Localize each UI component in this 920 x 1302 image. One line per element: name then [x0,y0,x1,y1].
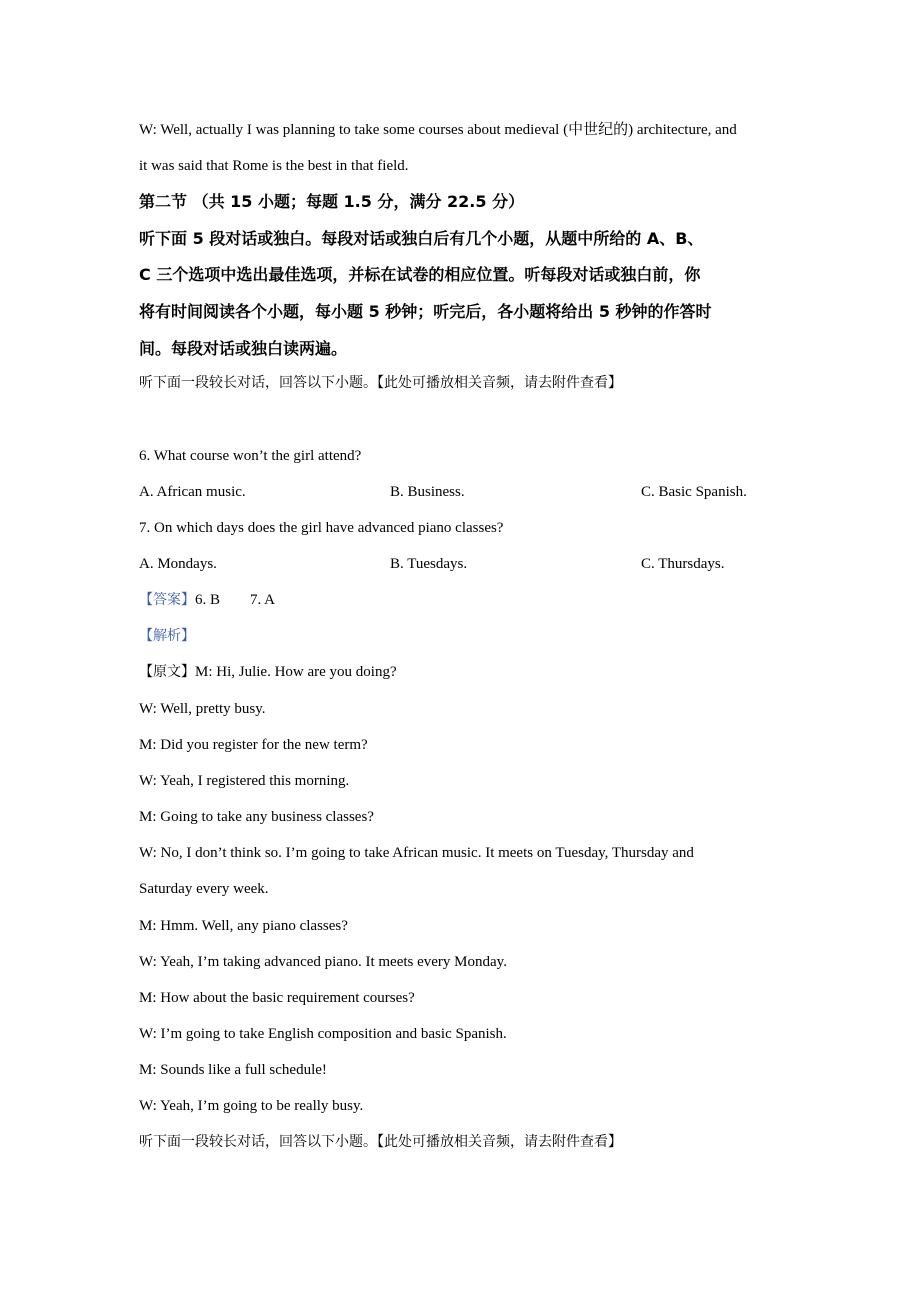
answer-line [139,590,275,610]
transcript-line-1: 【原文】M: Hi, Julie. How are you doing? [139,664,397,680]
transcript-line-12: M: Sounds like a full schedule! [139,1062,327,1078]
transcript-line-5: M: Going to take any business classes? [139,809,374,825]
transcript-tag: 【原文】 [139,664,195,680]
listen-note-1: 听下面一段较长对话，回答以下小题。【此处可播放相关音频，请去附件查看】 [139,375,622,391]
question-6-option-c: C. Basic Spanish. [641,484,747,500]
question-6-stem: 6. What course won’t the girl attend? [139,448,362,464]
transcript-line-10: M: How about the basic requirement courses? [139,990,415,1006]
section-heading: 第二节 （共 15 小题；每题 1.5 分，满分 22.5 分） [139,192,525,211]
question-7-option-c: C. Thursdays. [641,556,725,572]
transcript-line-13: W: Yeah, I’m going to be really busy. [139,1098,364,1114]
analysis-tag: 【解析】 [139,628,195,644]
question-6-option-b: B. Business. [390,484,465,500]
section-instruction-2: C 三个选项中选出最佳选项，并标在试卷的相应位置。听每段对话或独白前，你 [139,265,701,284]
section-instruction-4: 间。每段对话或独白读两遍。 [139,339,348,358]
transcript-line-8: M: Hmm. Well, any piano classes? [139,918,348,934]
transcript-line-7: Saturday every week. [139,881,269,897]
transcript-line-3: M: Did you register for the new term? [139,737,368,753]
transcript-line-11: W: I’m going to take English composition and basic Spanish. [139,1026,507,1042]
dialogue-line-2: it was said that Rome is the best in that field. [139,158,409,174]
section-instruction-1: 听下面 5 段对话或独白。每段对话或独白后有几个小题，从题中所给的 A、B、 [139,229,704,248]
question-7-option-b: B. Tuesdays. [390,556,468,572]
question-7-stem: 7. On which days does the girl have advanced piano classes? [139,520,504,536]
transcript-line-9: W: Yeah, I’m taking advanced piano. It meets every Monday. [139,954,507,970]
section-instruction-3: 将有时间阅读各个小题，每小题 5 秒钟；听完后，各小题将给出 5 秒钟的作答时 [139,302,712,321]
analysis-line [139,626,195,646]
question-6-option-a: A. African music. [139,484,246,500]
dialogue-line-1: W: Well, actually I was planning to take some courses about medieval (中世纪的) architecture, and [139,122,737,138]
question-7-option-a: A. Mondays. [139,556,217,572]
transcript-line-6: W: No, I don’t think so. I’m going to take African music. It meets on Tuesday, Thursday and [139,845,694,861]
answer-tag: 【答案】 [139,592,195,608]
transcript-line-2: W: Well, pretty busy. [139,701,266,717]
answer-value: 6. B 7. A [195,592,276,608]
transcript-line-4: W: Yeah, I registered this morning. [139,773,350,789]
listen-note-2: 听下面一段较长对话，回答以下小题。【此处可播放相关音频，请去附件查看】 [139,1134,622,1150]
